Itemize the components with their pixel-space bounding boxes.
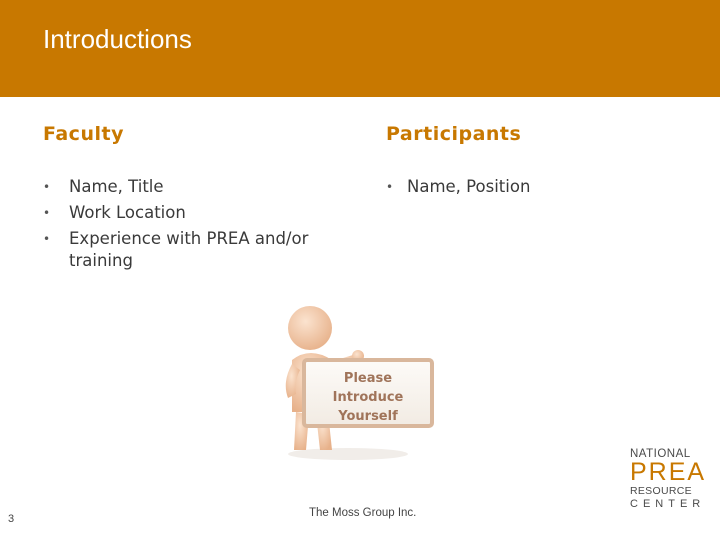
logo-line-resource: RESOURCE <box>630 485 692 497</box>
bullet-icon: • <box>43 206 51 220</box>
list-item <box>43 228 343 272</box>
sign-line3: Yourself <box>338 409 398 424</box>
slide-title: Introductions <box>43 24 192 54</box>
footer-text: The Moss Group Inc. <box>309 507 417 519</box>
faculty-item-name-title: Name, Title <box>69 177 164 196</box>
sign-line2: Introduce <box>332 390 404 405</box>
title-banner <box>0 0 720 97</box>
faculty-item-experience: Experience with PREA and/or training <box>69 229 309 270</box>
list-item <box>43 176 343 198</box>
logo-line-prea: PREA <box>630 458 707 486</box>
sign-line1: Please <box>343 371 393 386</box>
figure-holding-sign-icon <box>278 302 440 462</box>
list-item <box>43 202 343 224</box>
faculty-list <box>43 176 343 276</box>
bullet-icon: • <box>386 180 394 194</box>
faculty-item-work-location: Work Location <box>69 203 186 222</box>
slide-number: 3 <box>8 513 15 525</box>
participants-item-name-position: Name, Position <box>407 177 531 196</box>
logo-line-center: CENTER <box>630 498 706 510</box>
faculty-heading: Faculty <box>43 123 124 145</box>
national-prea-resource-center-logo <box>630 448 710 511</box>
logo-line-national: NATIONAL <box>630 448 691 460</box>
bullet-icon: • <box>43 232 51 246</box>
participants-list <box>386 176 686 202</box>
bullet-icon: • <box>43 180 51 194</box>
introduce-yourself-illustration <box>278 302 440 462</box>
participants-heading: Participants <box>386 123 522 145</box>
list-item <box>386 176 686 198</box>
